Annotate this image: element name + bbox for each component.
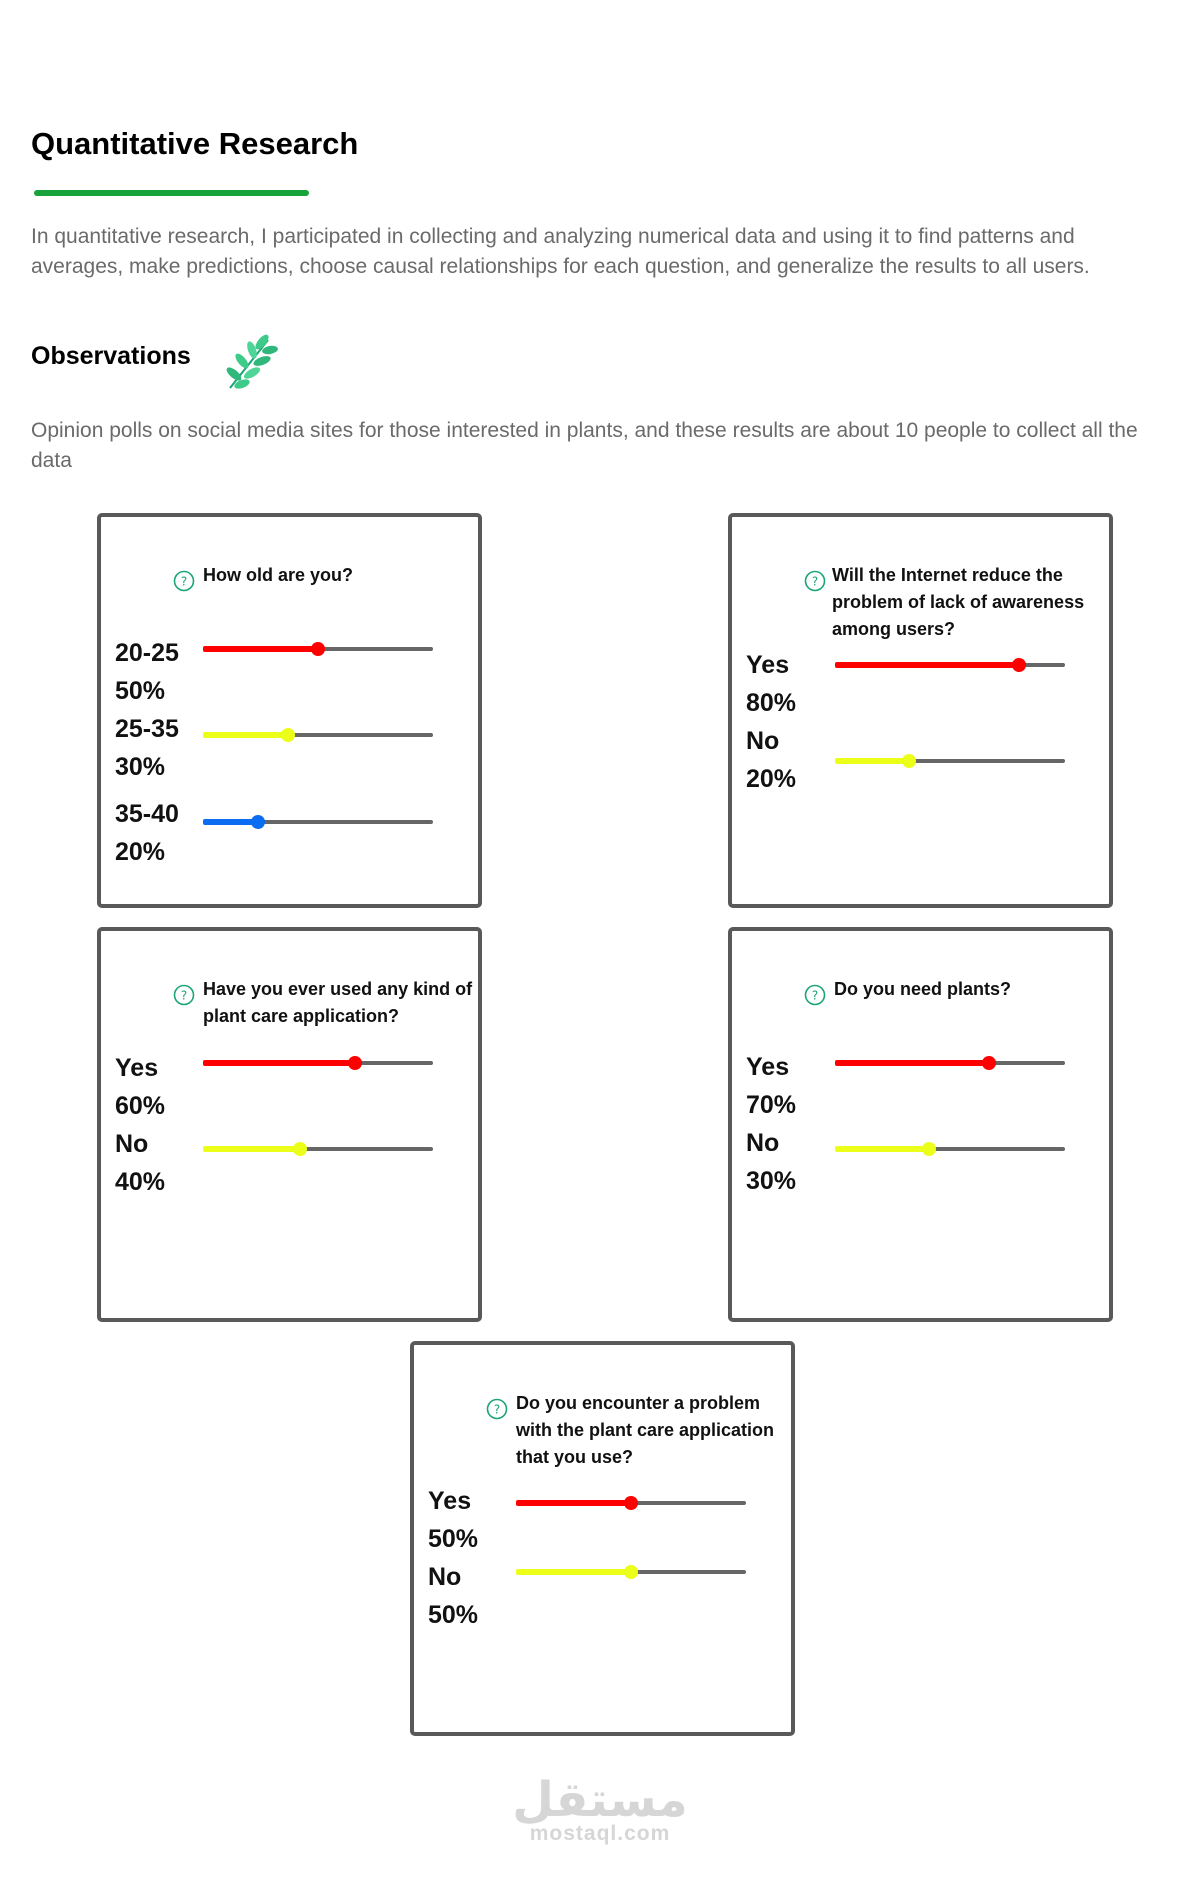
slider-knob[interactable]: [293, 1142, 307, 1156]
slider-track[interactable]: [835, 759, 1065, 763]
option-label: 35-40: [115, 800, 179, 828]
option-label: 25-35: [115, 715, 179, 743]
intro-paragraph: In quantitative research, I participated in collecting and analyzing numerical data and using it to find patterns and averages, make predictions, choose causal relationships for each question, and generalize the results to all users.: [31, 225, 1090, 278]
option-percent: 60%: [115, 1092, 166, 1120]
slider-track[interactable]: [835, 663, 1065, 667]
slider-fill: [203, 1060, 355, 1066]
slider-knob[interactable]: [922, 1142, 936, 1156]
slider-fill: [835, 1060, 989, 1066]
option-percent: 20%: [746, 765, 797, 793]
slider-fill: [516, 1569, 631, 1575]
slider-track[interactable]: [516, 1570, 746, 1574]
option-label: No: [428, 1563, 462, 1591]
poll-question: Will the Internet reduce the problem of lack of awareness among users?: [832, 565, 1085, 639]
slider-fill: [203, 646, 318, 652]
option-percent: 30%: [746, 1167, 797, 1195]
svg-text:?: ?: [811, 988, 819, 1003]
option-label: Yes: [115, 1054, 159, 1082]
option-label: No: [115, 1130, 149, 1158]
observations-description: Opinion polls on social media sites for those interested in plants, and these results are about 10 people to collect all the data: [31, 419, 1138, 472]
slider-knob[interactable]: [311, 642, 325, 656]
option-label: Yes: [746, 651, 790, 679]
question-icon: [804, 570, 826, 592]
poll-card-app-usage: [97, 927, 482, 1322]
poll-card-app-problem: [410, 1341, 795, 1736]
slider-track[interactable]: [203, 1061, 433, 1065]
leaf-branch-icon: [222, 334, 278, 392]
poll-card-need-plants: [728, 927, 1113, 1322]
watermark-logo: مستقل: [512, 1774, 688, 1827]
option-label: Yes: [428, 1487, 472, 1515]
slider-track[interactable]: [203, 733, 433, 737]
slider-track[interactable]: [835, 1147, 1065, 1151]
option-percent: 40%: [115, 1168, 166, 1196]
question-icon: [486, 1398, 508, 1420]
option-percent: 50%: [115, 677, 166, 705]
svg-text:?: ?: [180, 988, 188, 1003]
option-label: No: [746, 1129, 780, 1157]
slider-knob[interactable]: [251, 815, 265, 829]
slider-knob[interactable]: [624, 1565, 638, 1579]
slider-track[interactable]: [516, 1501, 746, 1505]
poll-question: Do you need plants?: [834, 979, 1012, 999]
svg-text:?: ?: [811, 574, 819, 589]
slider-fill: [203, 819, 258, 825]
slider-track[interactable]: [203, 1147, 433, 1151]
slider-fill: [835, 758, 909, 764]
slider-knob[interactable]: [982, 1056, 996, 1070]
slider-fill: [835, 1146, 929, 1152]
poll-card-age: [97, 513, 482, 908]
slider-knob[interactable]: [281, 728, 295, 742]
slider-track[interactable]: [203, 647, 433, 651]
question-icon: [804, 984, 826, 1006]
option-label: 20-25: [115, 639, 179, 667]
watermark-url: mostaql.com: [529, 1822, 671, 1845]
title-underline: [34, 190, 309, 196]
slider-track[interactable]: [203, 820, 433, 824]
poll-question: How old are you?: [203, 565, 354, 585]
option-percent: 70%: [746, 1091, 797, 1119]
observations-title: Observations: [31, 342, 191, 370]
question-icon: [173, 570, 195, 592]
poll-question: Do you encounter a problem with the plant care application that you use?: [516, 1393, 775, 1467]
slider-knob[interactable]: [624, 1496, 638, 1510]
option-percent: 50%: [428, 1525, 479, 1553]
poll-card-internet: [728, 513, 1113, 908]
svg-text:?: ?: [493, 1402, 501, 1417]
option-percent: 50%: [428, 1601, 479, 1629]
slider-knob[interactable]: [1012, 658, 1026, 672]
slider-track[interactable]: [835, 1061, 1065, 1065]
option-percent: 80%: [746, 689, 797, 717]
option-label: No: [746, 727, 780, 755]
slider-fill: [516, 1500, 631, 1506]
slider-knob[interactable]: [348, 1056, 362, 1070]
option-percent: 20%: [115, 838, 166, 866]
option-label: Yes: [746, 1053, 790, 1081]
svg-text:?: ?: [180, 574, 188, 589]
slider-fill: [203, 1146, 300, 1152]
page-title: Quantitative Research: [31, 126, 359, 161]
slider-fill: [203, 732, 288, 738]
option-percent: 30%: [115, 753, 166, 781]
poll-question: Have you ever used any kind of plant care application?: [203, 979, 473, 1026]
slider-fill: [835, 662, 1019, 668]
question-icon: [173, 984, 195, 1006]
slider-knob[interactable]: [902, 754, 916, 768]
